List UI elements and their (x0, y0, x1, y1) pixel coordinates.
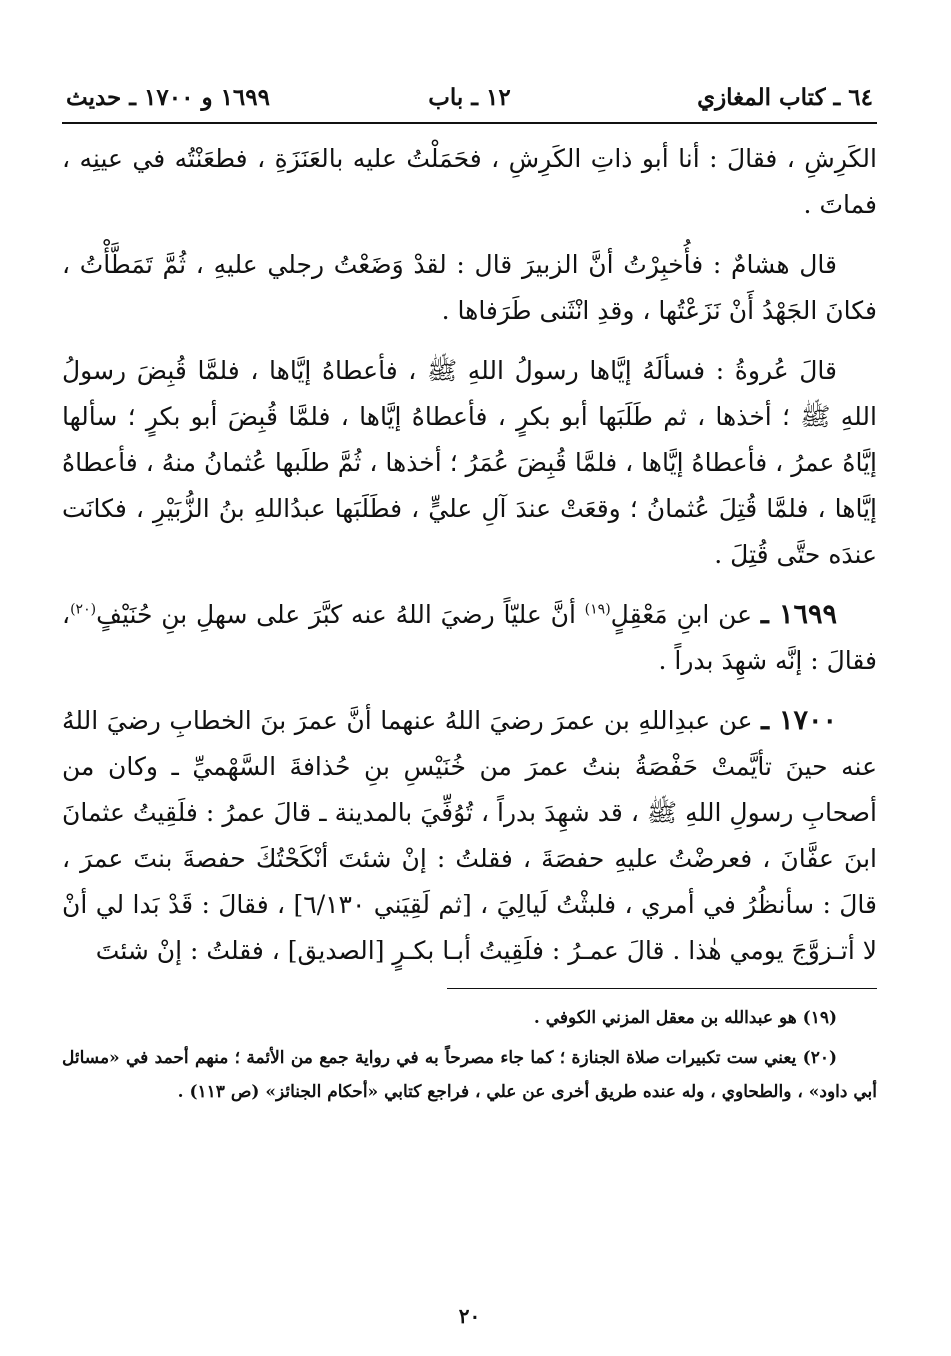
header-chapter: ١٢ ـ باب (428, 84, 511, 111)
main-text (62, 136, 877, 974)
paragraph-2: قال هشامٌ : فأُخبِرْتُ أنَّ الزبيرَ قال : لقدْ وَضَعْتُ رجلي عليهِ ، ثُمَّ تَمَطَّأْتُ ، فكانَ الجَهْدُ أَنْ نَزَعْتُها ، وقدِ انْثَنى طَرَفاها . (62, 250, 877, 325)
footnote-divider (447, 988, 877, 989)
footnotes (62, 1001, 877, 1109)
paragraph-3: قالَ عُروةُ : فسألَهُ إيَّاها رسولُ اللهِ ﷺ ، فأعطاهُ إيَّاها ، فلمَّا قُبِضَ رسولُ اللهِ ﷺ ؛ أخذها ، ثم طَلَبَها أبو بكرٍ ، فأعطاهُ إيَّاها ، فلمَّا قُبِضَ أبو بكرٍ ؛ سألها إيَّاهُ عمرُ ، فأعطاهُ إيَّاها ، فلمَّا قُبِضَ عُمَرُ ؛ أخذها ، ثُمَّ طلَبها عُثمانُ منهُ ، فأعطاهُ إيَّاها ، فلمَّا قُتِلَ عُثمانُ ؛ وقعَتْ عندَ آلِ عليٍّ ، فطَلَبَها عبدُاللهِ بنُ الزُّبَيْرِ ، فكانَت عندَه حتَّى قُتِلَ . (62, 356, 877, 569)
footnote-19: (١٩) هو عبدالله بن معقل المزني الكوفي . (533, 1008, 837, 1028)
running-header (62, 78, 877, 124)
header-hadith-range: ١٦٩٩ و ١٧٠٠ ـ حديث (66, 84, 270, 111)
header-book-title: ٦٤ ـ كتاب المغازي (697, 84, 873, 111)
hadith-number-1699: ١٦٩٩ ـ (760, 599, 837, 630)
hadith-1699-text-c: ، فقالَ : إنَّه شهِدَ بدراً . (62, 600, 877, 675)
hadith-1699-text-a: عن ابنِ مَعْقِلٍ (610, 600, 753, 629)
hadith-1699-text-b: أنَّ عليّاً رضيَ اللهُ عنه كبَّرَ على سهلِ بنِ حُنَيْفٍ (96, 600, 576, 629)
footnote-20: (٢٠) يعني ست تكبيرات صلاة الجنازة ؛ كما جاء مصرحاً به في رواية جمع من الأئمة ؛ منهم أحمد في «مسائل أبي داود» ، والطحاوي ، وله عنده طريق أخرى عن علي ، فراجع كتابي «أحكام الجنائز» (ص ١١٣) . (62, 1048, 877, 1102)
page-number: ٢٠ (458, 1304, 481, 1328)
hadith-1700 (62, 698, 877, 974)
hadith-1700-text: عن عبدِاللهِ بن عمرَ رضيَ اللهُ عنهما أنَّ عمرَ بنَ الخطابِ رضيَ اللهُ عنه حينَ تأيَّمتْ حَفْصَةُ بنتُ عمرَ من خُنَيْسِ بنِ حُذافةَ السَّهْميِّ ـ وكان من أصحابِ رسولِ اللهِ ﷺ ، قد شهِدَ بدراً ، تُوُفِّيَ بالمدينة ـ قالَ عمرُ : فلَقِيتُ عثمانَ ابنَ عفَّانَ ، فعرضْتُ عليهِ حفصَةَ ، فقلتُ : إنْ شئتَ أنْكَحْتُكَ حفصةَ بنتَ عمرَ ، قالَ : سأنظُرُ في أمري ، فلبثْتُ لَيالِيَ ، [ثم لَقِيَني ٦/١٣٠] ، فقالَ : قَدْ بَدا لي أنْ لا أتـزوَّجَ يومي هٰذا . قالَ عمـرُ : فلَقِيتُ أبـا بكـرٍ [الصديق] ، فقلتُ : إنْ شئتَ (62, 706, 877, 965)
book-page (62, 78, 877, 1328)
footnote-ref-20: (٢٠) (70, 601, 97, 618)
hadith-number-1700: ١٧٠٠ ـ (761, 705, 837, 736)
hadith-1699 (62, 592, 877, 684)
paragraph-1: الكَرِشِ ، فقالَ : أنا أبو ذاتِ الكَرِشِ ، فحَمَلْتُ عليه بالعَنَزَةِ ، فطعَنْتُه في عينِه ، فماتَ . (62, 144, 877, 219)
footnote-ref-19: (١٩) (584, 601, 611, 618)
